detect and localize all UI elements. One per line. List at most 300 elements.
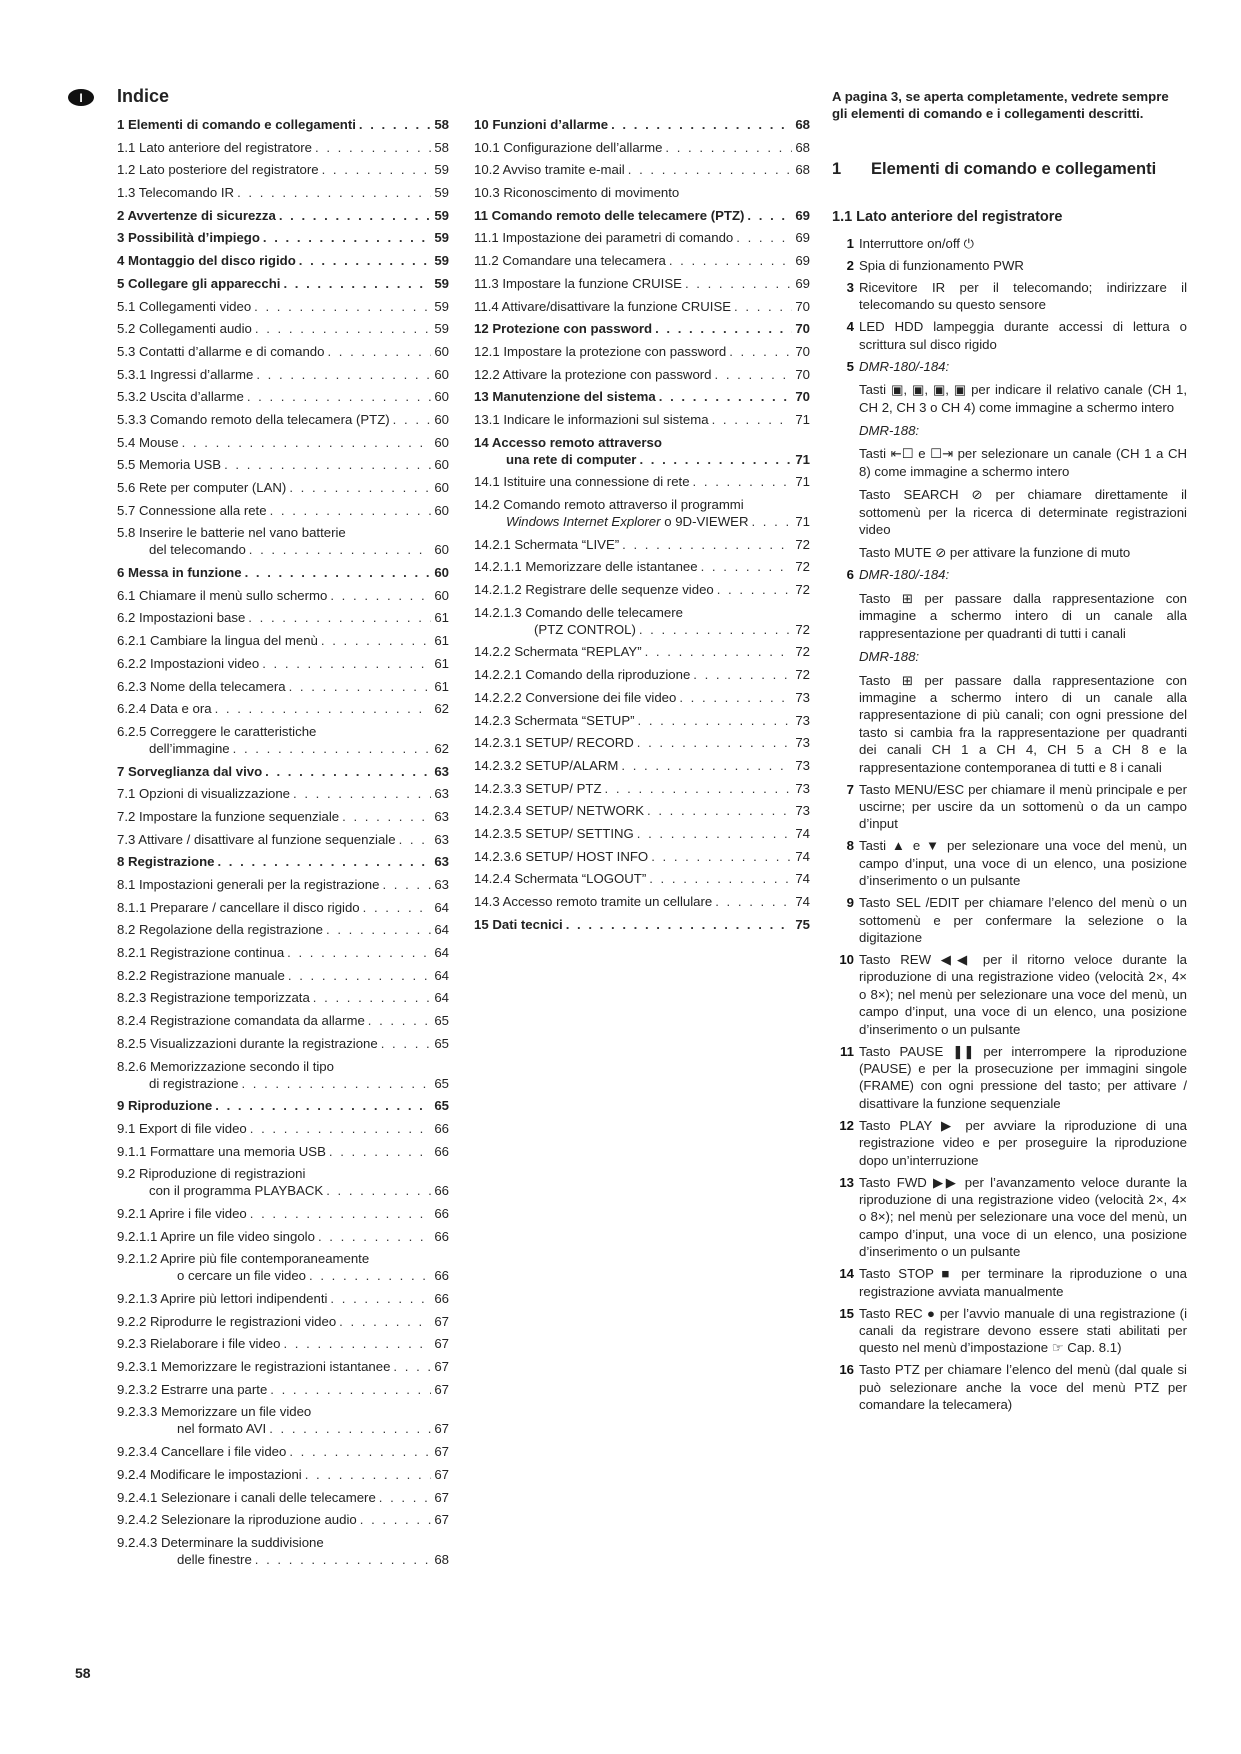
toc-entry-title: 9.2.4 Modificare le impostazioni bbox=[117, 1466, 302, 1482]
toc-leader-dots bbox=[321, 632, 431, 649]
toc-page-number: 72 bbox=[795, 536, 810, 552]
toc-entry[interactable] bbox=[117, 524, 449, 558]
toc-entry[interactable] bbox=[117, 967, 449, 984]
toc-leader-dots bbox=[241, 1075, 431, 1092]
toc-entry[interactable] bbox=[474, 388, 810, 405]
toc-entry[interactable] bbox=[117, 1534, 449, 1568]
toc-leader-dots bbox=[368, 1012, 432, 1029]
toc-entry-title: 6.2.1 Cambiare la lingua del menù bbox=[117, 633, 318, 649]
toc-entry[interactable] bbox=[117, 275, 449, 292]
toc-entry[interactable] bbox=[474, 116, 810, 133]
toc-entry-line bbox=[117, 808, 449, 825]
control-item bbox=[832, 257, 1187, 274]
toc-entry[interactable] bbox=[117, 1143, 449, 1160]
toc-entry-title: 5.3.3 Comando remoto della telecamera (PTZ) bbox=[117, 411, 390, 427]
toc-leader-dots bbox=[215, 1097, 431, 1114]
toc-entry-line bbox=[117, 853, 449, 870]
toc-entry[interactable] bbox=[474, 343, 810, 360]
toc-entry[interactable] bbox=[474, 411, 810, 428]
control-item-body bbox=[859, 1265, 1187, 1300]
toc-leader-dots bbox=[712, 411, 793, 428]
toc-page-number: 61 bbox=[434, 678, 449, 694]
toc-leader-dots bbox=[250, 1205, 432, 1222]
toc-entry[interactable] bbox=[117, 1205, 449, 1222]
toc-leader-dots bbox=[717, 581, 793, 598]
toc-entry-line bbox=[117, 252, 449, 269]
toc-entry[interactable] bbox=[117, 700, 449, 717]
toc-entry-title: 9.2.1.1 Aprire un file video singolo bbox=[117, 1228, 315, 1244]
toc-leader-dots bbox=[322, 161, 432, 178]
toc-entry-title: 10.3 Riconoscimento di movimento bbox=[474, 185, 680, 201]
toc-entry-title: 9.2.3 Rielaborare i file video bbox=[117, 1336, 281, 1352]
toc-entry[interactable] bbox=[474, 229, 810, 246]
toc-entry-line bbox=[117, 388, 449, 405]
toc-entry[interactable] bbox=[117, 388, 449, 405]
toc-entry[interactable] bbox=[474, 473, 810, 490]
toc-page-number: 63 bbox=[434, 877, 449, 892]
control-item-body bbox=[859, 1305, 1187, 1357]
toc-page-number: 74 bbox=[795, 848, 810, 864]
toc-leader-dots bbox=[254, 298, 431, 315]
toc-entry[interactable] bbox=[117, 723, 449, 757]
toc-entry-title: 13.1 Indicare le informazioni sul sistema bbox=[474, 411, 709, 427]
toc-entry-title: 11 Comando remoto delle telecamere (PTZ) bbox=[474, 207, 745, 223]
toc-entry-line bbox=[117, 678, 449, 695]
toc-page-number: 66 bbox=[434, 1143, 449, 1159]
toc-entry[interactable] bbox=[117, 116, 449, 133]
toc-leader-dots bbox=[621, 757, 792, 774]
toc-leader-dots bbox=[734, 298, 792, 315]
toc-entry-line bbox=[117, 921, 449, 938]
toc-entry-title-cont: (PTZ CONTROL) bbox=[534, 621, 636, 637]
toc-page-number: 60 bbox=[434, 366, 449, 382]
toc-page-number: 72 bbox=[795, 644, 810, 660]
toc-entry-title: 1.2 Lato posteriore del registratore bbox=[117, 162, 319, 178]
control-item-text: Tasto ⊞ per passare dalla rappresentazione con immagine a schermo intero di un canale alla rappresentazione per quadranti di tutti i canali bbox=[859, 590, 1187, 641]
toc-page-number: 60 bbox=[434, 565, 449, 581]
toc-entry-line bbox=[474, 343, 810, 360]
toc-entry-title: 5.3 Contatti d’allarme e di comando bbox=[117, 343, 325, 359]
toc-entry[interactable] bbox=[117, 411, 449, 428]
toc-entry-title: 9.2 Riproduzione di registrazioni bbox=[117, 1166, 306, 1182]
control-item-text: Interruttore on/off ⏻ bbox=[859, 236, 975, 251]
control-item-text: Tasto MENU/ESC per chiamare il menù principale e per uscirne; per uscire da un sottomenù o da un campo d’input bbox=[859, 781, 1187, 832]
toc-entry-title: 9.2.3.4 Cancellare i file video bbox=[117, 1444, 287, 1460]
toc-entry[interactable] bbox=[117, 502, 449, 519]
toc-entry-title: 9.2.1 Aprire i file video bbox=[117, 1205, 247, 1221]
toc-entry-title-cont: delle finestre bbox=[177, 1551, 252, 1567]
control-item-number: 9 bbox=[846, 895, 854, 911]
toc-leader-dots bbox=[313, 989, 432, 1006]
toc-entry-line bbox=[117, 1466, 449, 1483]
toc-leader-dots bbox=[639, 621, 792, 638]
toc-entry-title: 5.3.1 Ingressi d’allarme bbox=[117, 366, 254, 382]
toc-leader-dots bbox=[693, 473, 793, 490]
toc-leader-dots bbox=[265, 763, 431, 780]
toc-page-number: 60 bbox=[434, 542, 449, 558]
control-item-number: 4 bbox=[846, 319, 854, 335]
toc-entry[interactable] bbox=[117, 632, 449, 649]
control-item-number: 6 bbox=[846, 567, 854, 583]
toc-page-number: 61 bbox=[434, 633, 449, 649]
toc-entry[interactable] bbox=[474, 252, 810, 269]
toc-page-number: 67 bbox=[434, 1381, 449, 1397]
toc-page-number: 63 bbox=[434, 831, 449, 847]
toc-entry[interactable] bbox=[117, 456, 449, 473]
toc-entry-line bbox=[474, 870, 810, 887]
toc-entry-title-cont: o cercare un file video bbox=[177, 1268, 307, 1284]
toc-entry-line bbox=[117, 1511, 449, 1528]
toc-entry-line bbox=[474, 916, 810, 933]
toc-entry[interactable] bbox=[474, 689, 810, 706]
toc-entry[interactable] bbox=[117, 161, 449, 178]
toc-entry-title: 13 Manutenzione del sistema bbox=[474, 389, 656, 405]
control-item-text: Tasti ▣, ▣, ▣, ▣ per indicare il relativo canale (CH 1, CH 2, CH 3 o CH 4) come immagine a schermo intero bbox=[859, 382, 1187, 415]
control-item bbox=[832, 1043, 1187, 1113]
toc-page-number: 64 bbox=[434, 922, 449, 938]
control-item bbox=[832, 1117, 1187, 1169]
toc-entry-line bbox=[474, 388, 810, 405]
toc-entry[interactable] bbox=[474, 298, 810, 315]
toc-entry-title: 6.2.4 Data e ora bbox=[117, 701, 212, 717]
page-number: 58 bbox=[75, 1665, 91, 1681]
toc-entry-line bbox=[474, 139, 810, 156]
toc-page-number: 61 bbox=[434, 655, 449, 671]
toc-entry[interactable] bbox=[474, 275, 810, 292]
toc-leader-dots bbox=[399, 831, 432, 848]
toc-entry[interactable] bbox=[474, 870, 810, 887]
toc-entry[interactable] bbox=[117, 678, 449, 695]
toc-page-number: 71 bbox=[795, 514, 810, 529]
toc-leader-dots bbox=[611, 116, 792, 133]
toc-column-2 bbox=[474, 116, 810, 938]
toc-entry[interactable] bbox=[117, 366, 449, 383]
toc-entry-title: 8.2.5 Visualizzazioni durante la registrazione bbox=[117, 1035, 378, 1051]
toc-entry[interactable] bbox=[117, 184, 449, 201]
control-item bbox=[832, 1361, 1187, 1413]
toc-entry-title: 5 Collegare gli apparecchi bbox=[117, 275, 281, 291]
toc-entry-title: 6.2.2 Impostazioni video bbox=[117, 655, 260, 671]
toc-leader-dots bbox=[237, 184, 431, 201]
toc-entry[interactable] bbox=[117, 207, 449, 224]
control-item-text: Ricevitore IR per il telecomando; indirizzare il telecomando su questo sensore bbox=[859, 280, 1187, 313]
toc-entry-line bbox=[117, 275, 449, 292]
toc-entry-line bbox=[474, 825, 810, 842]
toc-entry[interactable] bbox=[117, 564, 449, 581]
toc-page-number: 73 bbox=[795, 803, 810, 819]
toc-leader-dots bbox=[393, 411, 432, 428]
toc-entry[interactable] bbox=[474, 643, 810, 660]
toc-page-number: 66 bbox=[434, 1120, 449, 1136]
toc-page-number: 58 bbox=[434, 139, 449, 155]
toc-entry[interactable] bbox=[117, 609, 449, 626]
toc-entry[interactable] bbox=[474, 802, 810, 819]
toc-entry[interactable] bbox=[474, 604, 810, 638]
toc-entry-line bbox=[117, 763, 449, 780]
toc-entry[interactable] bbox=[117, 921, 449, 938]
toc-entry[interactable] bbox=[117, 1489, 449, 1506]
toc-entry-line bbox=[474, 473, 810, 490]
toc-page-number: 68 bbox=[795, 139, 810, 155]
toc-entry[interactable] bbox=[117, 434, 449, 451]
toc-entry-title: 9.1 Export di file video bbox=[117, 1120, 247, 1136]
toc-leader-dots bbox=[327, 343, 431, 360]
control-item-body bbox=[859, 279, 1187, 314]
toc-entry-title: 8.2.3 Registrazione temporizzata bbox=[117, 990, 310, 1006]
toc-entry-title: 14.2.2.2 Conversione dei file video bbox=[474, 689, 677, 705]
toc-page-number: 65 bbox=[434, 1035, 449, 1051]
control-item-number: 5 bbox=[846, 358, 854, 374]
toc-entry[interactable] bbox=[474, 496, 810, 530]
toc-leader-dots bbox=[605, 780, 793, 797]
toc-entry[interactable] bbox=[117, 1313, 449, 1330]
toc-leader-dots bbox=[326, 1182, 431, 1199]
toc-entry[interactable] bbox=[474, 666, 810, 683]
control-item-number: 2 bbox=[846, 258, 854, 273]
toc-entry-line bbox=[117, 899, 449, 916]
toc-leader-dots bbox=[330, 1290, 431, 1307]
toc-entry-title: 9.1.1 Formattare una memoria USB bbox=[117, 1143, 326, 1159]
toc-entry-line bbox=[117, 1420, 449, 1437]
toc-page-number: 59 bbox=[434, 185, 449, 201]
toc-entry-line bbox=[117, 1075, 449, 1092]
toc-page-number: 69 bbox=[795, 275, 810, 291]
toc-entry[interactable] bbox=[117, 1443, 449, 1460]
toc-page-number: 67 bbox=[434, 1359, 449, 1375]
toc-entry[interactable] bbox=[117, 1290, 449, 1307]
toc-entry[interactable] bbox=[474, 734, 810, 751]
toc-entry[interactable] bbox=[474, 712, 810, 729]
toc-entry[interactable] bbox=[117, 1358, 449, 1375]
toc-entry-line bbox=[474, 643, 810, 660]
toc-page-number: 60 bbox=[434, 411, 449, 427]
toc-entry[interactable] bbox=[474, 207, 810, 224]
control-item-text: Tasto PTZ per chiamare l’elenco del menù (dal quale si può selezionare anche la voce del menù PTZ per comandare la telecamera) bbox=[859, 1362, 1187, 1413]
toc-entry[interactable] bbox=[117, 229, 449, 246]
toc-page-number: 68 bbox=[795, 162, 810, 178]
toc-page-number: 72 bbox=[795, 621, 810, 637]
toc-leader-dots bbox=[381, 1035, 432, 1052]
toc-entry[interactable] bbox=[117, 944, 449, 961]
control-item-text: Tasto PLAY ▶ per avviare la riproduzione di una registrazione video e per proseguire la riproduzione dopo un’interruzione bbox=[859, 1117, 1187, 1168]
toc-entry[interactable] bbox=[117, 1335, 449, 1352]
toc-entry[interactable] bbox=[474, 536, 810, 553]
toc-entry-line bbox=[474, 366, 810, 383]
toc-page-number: 62 bbox=[434, 740, 449, 756]
toc-entry[interactable] bbox=[474, 893, 810, 910]
toc-entry[interactable] bbox=[117, 1403, 449, 1437]
control-item-number: 3 bbox=[846, 280, 854, 295]
toc-entry[interactable] bbox=[474, 558, 810, 575]
toc-entry[interactable] bbox=[117, 343, 449, 360]
toc-page-number: 66 bbox=[434, 1228, 449, 1244]
toc-entry[interactable] bbox=[117, 1035, 449, 1052]
toc-leader-dots bbox=[729, 343, 792, 360]
toc-entry[interactable] bbox=[117, 298, 449, 315]
toc-entry[interactable] bbox=[474, 757, 810, 774]
section-heading bbox=[832, 160, 1187, 179]
toc-entry-title: 10 Funzioni d’allarme bbox=[474, 117, 609, 132]
toc-entry-title: 14.2.3.2 SETUP/ALARM bbox=[474, 757, 619, 773]
toc-entry[interactable] bbox=[474, 825, 810, 842]
toc-entry-title: 12 Protezione con password bbox=[474, 321, 653, 337]
control-item-number: 14 bbox=[839, 1266, 854, 1282]
toc-leader-dots bbox=[655, 320, 792, 337]
control-item bbox=[832, 1305, 1187, 1357]
toc-page-number: 73 bbox=[795, 735, 810, 751]
toc-page-number: 69 bbox=[795, 230, 810, 246]
toc-entry[interactable] bbox=[117, 1381, 449, 1398]
toc-leader-dots bbox=[622, 536, 792, 553]
control-item-number: 8 bbox=[846, 838, 854, 854]
toc-entry[interactable] bbox=[474, 581, 810, 598]
toc-entry-line bbox=[474, 184, 810, 201]
toc-entry[interactable] bbox=[117, 1511, 449, 1528]
toc-page-number: 60 bbox=[434, 343, 449, 359]
toc-entry[interactable] bbox=[117, 785, 449, 802]
toc-leader-dots bbox=[651, 848, 792, 865]
toc-entry-title: 8.2.4 Registrazione comandata da allarme bbox=[117, 1013, 365, 1029]
toc-page-number: 66 bbox=[434, 1183, 449, 1199]
toc-leader-dots bbox=[685, 275, 792, 292]
toc-entry[interactable] bbox=[474, 320, 810, 337]
toc-entry[interactable] bbox=[474, 434, 810, 468]
toc-entry[interactable] bbox=[474, 366, 810, 383]
toc-page-number: 66 bbox=[434, 1291, 449, 1306]
toc-entry-title: 3 Possibilità d’impiego bbox=[117, 230, 260, 246]
toc-entry[interactable] bbox=[117, 252, 449, 269]
toc-entry-title: 5.3.2 Uscita d’allarme bbox=[117, 389, 244, 405]
toc-entry-title-cont: con il programma PLAYBACK bbox=[149, 1183, 324, 1199]
toc-entry[interactable] bbox=[117, 139, 449, 156]
control-item-body bbox=[859, 318, 1187, 353]
toc-entry-line bbox=[474, 207, 810, 224]
toc-entry[interactable] bbox=[117, 989, 449, 1006]
toc-entry[interactable] bbox=[474, 916, 810, 933]
toc-entry[interactable] bbox=[474, 184, 810, 201]
toc-page-number: 74 bbox=[795, 825, 810, 841]
toc-leader-dots bbox=[637, 734, 793, 751]
toc-entry-line bbox=[474, 411, 810, 428]
control-item-text: Tasto MUTE ⊘ per attivare la funzione di muto bbox=[859, 545, 1131, 561]
toc-entry-line bbox=[474, 252, 810, 269]
toc-page-number: 73 bbox=[795, 780, 810, 796]
toc-entry-line bbox=[474, 848, 810, 865]
toc-entry[interactable] bbox=[117, 876, 449, 893]
toc-entry[interactable] bbox=[117, 1165, 449, 1199]
toc-entry-title: 9.2.4.3 Determinare la suddivisione bbox=[117, 1534, 324, 1550]
toc-leader-dots bbox=[693, 666, 792, 683]
toc-leader-dots bbox=[289, 1443, 431, 1460]
model-label: DMR-188: bbox=[859, 423, 920, 439]
toc-entry-title: 6.2 Impostazioni base bbox=[117, 610, 246, 626]
toc-entry-line bbox=[117, 1313, 449, 1330]
toc-entry-title: 9.2.1.2 Aprire più file contemporaneamente bbox=[117, 1251, 370, 1267]
toc-leader-dots bbox=[299, 252, 432, 269]
toc-page-number: 60 bbox=[434, 457, 449, 473]
toc-entry-line bbox=[117, 587, 449, 604]
toc-entry[interactable] bbox=[117, 479, 449, 496]
control-item-body bbox=[859, 951, 1187, 1038]
toc-entry[interactable] bbox=[474, 161, 810, 178]
toc-entry-line bbox=[117, 116, 449, 133]
toc-entry-line bbox=[474, 298, 810, 315]
toc-leader-dots bbox=[182, 434, 432, 451]
toc-entry-title: 7.2 Impostare la funzione sequenziale bbox=[117, 808, 340, 824]
model-label: DMR-180/-184: bbox=[859, 358, 950, 374]
toc-leader-dots bbox=[659, 388, 793, 405]
toc-page-number: 61 bbox=[434, 610, 449, 626]
control-item bbox=[832, 894, 1187, 946]
toc-entry-line bbox=[117, 1267, 449, 1284]
toc-entry-title: 8 Registrazione bbox=[117, 854, 215, 870]
toc-leader-dots bbox=[289, 678, 432, 695]
toc-entry-line bbox=[117, 944, 449, 961]
toc-entry[interactable] bbox=[117, 1250, 449, 1284]
toc-page-number: 66 bbox=[434, 1205, 449, 1221]
toc-page-number: 65 bbox=[434, 1098, 449, 1114]
control-item-body bbox=[859, 358, 1187, 562]
toc-entry[interactable] bbox=[474, 780, 810, 797]
toc-entry[interactable] bbox=[117, 320, 449, 337]
toc-entry-title: 6 Messa in funzione bbox=[117, 565, 242, 581]
toc-entry[interactable] bbox=[117, 899, 449, 916]
toc-entry[interactable] bbox=[117, 853, 449, 870]
toc-entry[interactable] bbox=[474, 848, 810, 865]
toc-entry-line bbox=[474, 536, 810, 553]
toc-entry[interactable] bbox=[117, 831, 449, 848]
toc-leader-dots bbox=[224, 456, 431, 473]
toc-entry-line bbox=[117, 1358, 449, 1375]
toc-entry[interactable] bbox=[117, 1120, 449, 1137]
toc-leader-dots bbox=[679, 689, 792, 706]
toc-entry[interactable] bbox=[117, 1058, 449, 1092]
toc-page-number: 65 bbox=[434, 1075, 449, 1091]
toc-entry-line bbox=[117, 632, 449, 649]
toc-entry-line bbox=[474, 451, 810, 468]
toc-leader-dots bbox=[217, 853, 431, 870]
toc-entry[interactable] bbox=[117, 763, 449, 780]
toc-leader-dots bbox=[250, 1120, 432, 1137]
toc-entry-title: 12.1 Impostare la protezione con password bbox=[474, 343, 727, 359]
toc-entry-line bbox=[117, 655, 449, 672]
toc-entry-line bbox=[474, 802, 810, 819]
section-title: Elementi di comando e collegamenti bbox=[871, 160, 1157, 178]
toc-leader-dots bbox=[288, 967, 431, 984]
toc-entry-title: 1.1 Lato anteriore del registratore bbox=[117, 139, 312, 155]
toc-entry[interactable] bbox=[117, 808, 449, 825]
toc-entry[interactable] bbox=[117, 587, 449, 604]
model-label: DMR-180/-184: bbox=[859, 567, 950, 583]
control-item-number: 7 bbox=[846, 781, 854, 797]
toc-entry[interactable] bbox=[117, 1012, 449, 1029]
toc-page-number: 59 bbox=[434, 298, 449, 314]
toc-leader-dots bbox=[326, 921, 431, 938]
toc-entry-title: 5.4 Mouse bbox=[117, 434, 179, 450]
control-item bbox=[832, 951, 1187, 1038]
toc-page-number: 75 bbox=[795, 916, 810, 932]
toc-entry[interactable] bbox=[117, 1466, 449, 1483]
toc-entry[interactable] bbox=[117, 655, 449, 672]
toc-entry-line bbox=[117, 298, 449, 315]
toc-leader-dots bbox=[263, 229, 431, 246]
toc-entry-title: 9 Riproduzione bbox=[117, 1098, 213, 1114]
toc-entry[interactable] bbox=[117, 1097, 449, 1114]
toc-entry[interactable] bbox=[117, 1228, 449, 1245]
intro-note: A pagina 3, se aperta completamente, vedrete sempre gli elementi di comando e i collegamenti descritti. bbox=[832, 89, 1169, 121]
toc-entry[interactable] bbox=[474, 139, 810, 156]
toc-entry-title-cont: dell’immagine bbox=[149, 740, 230, 756]
